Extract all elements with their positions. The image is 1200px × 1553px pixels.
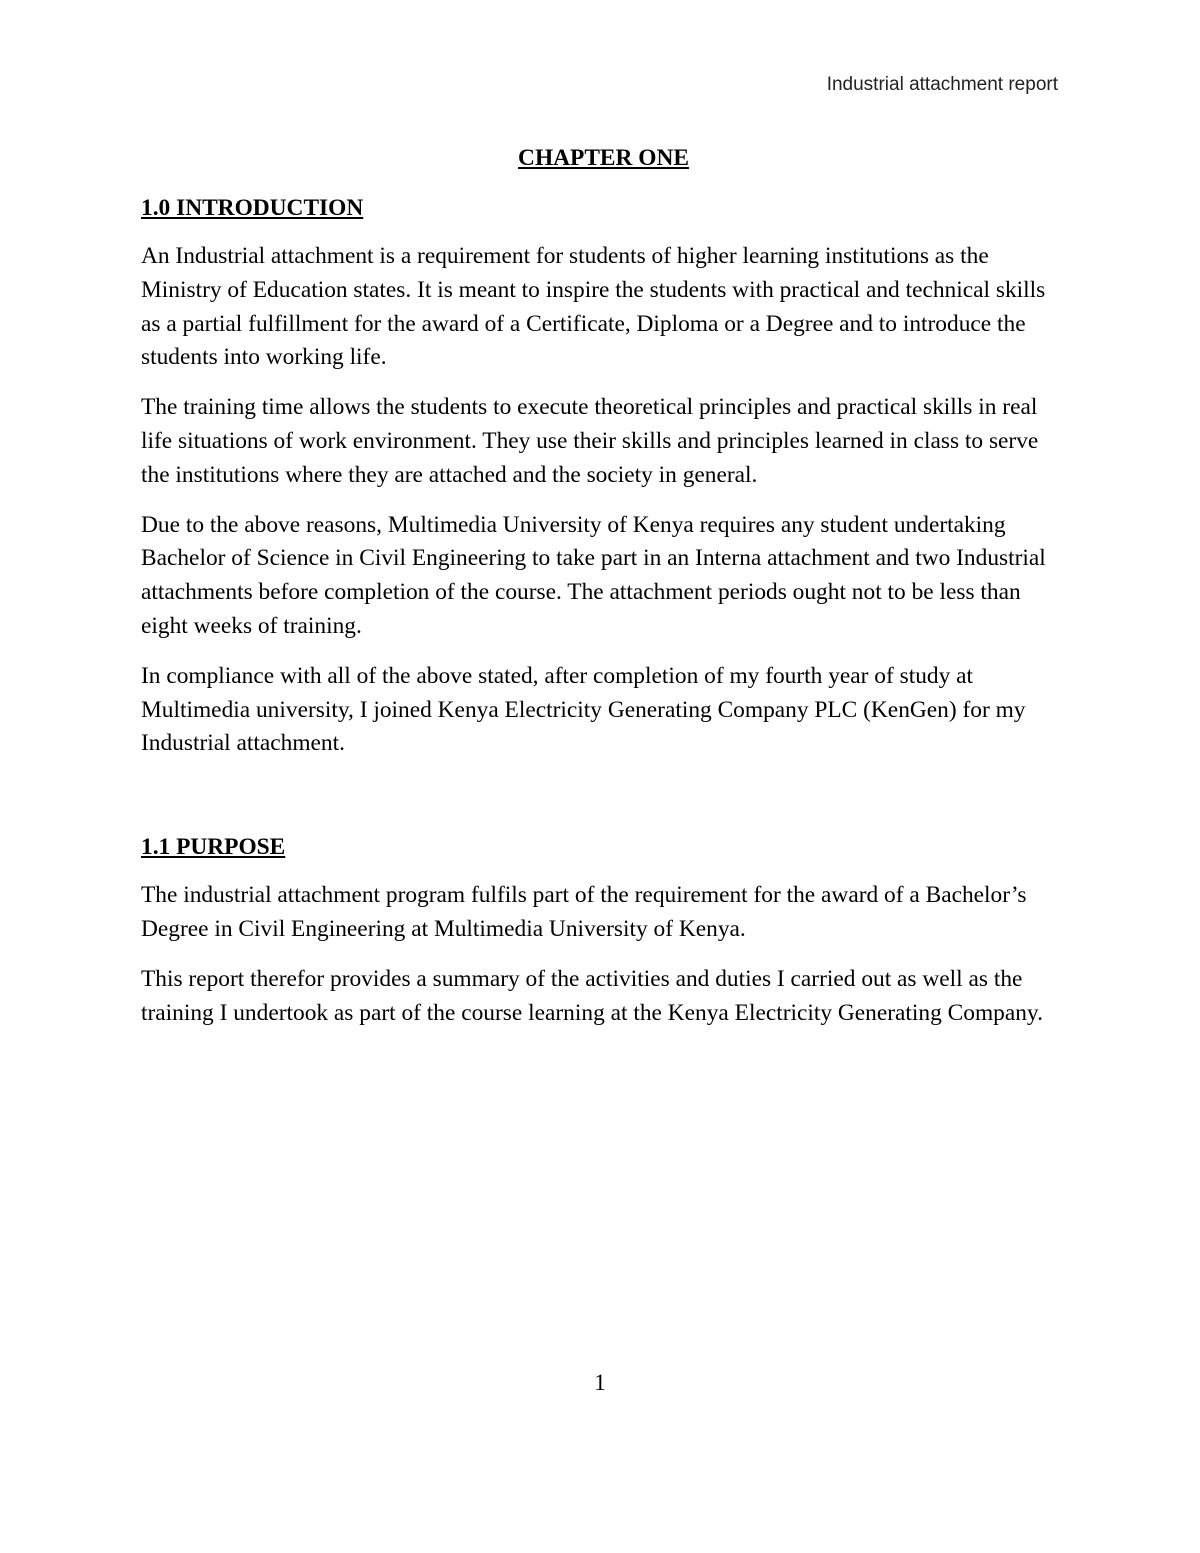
section-heading-purpose: 1.1 PURPOSE — [141, 834, 286, 861]
running-header: Industrial attachment report — [826, 74, 1058, 95]
section-heading-introduction: 1.0 INTRODUCTION — [141, 195, 364, 221]
intro-paragraph-4: In compliance with all of the above stated, after completion of my fourth year of study at Multimedia university, I joined Kenya Electricity Generating Company PLC (KenGen) for my Industrial attachment. — [141, 662, 1026, 757]
section-spacer — [141, 777, 1066, 829]
intro-paragraph-3: Due to the above reasons, Multimedia University of Kenya requires any student undertaking Bachelor of Science in Civil Engineering to take part in an Interna attachment and two Industrial attachments before completion of the course. The attachment periods ought not to be less than eight weeks of training. — [141, 511, 1046, 639]
purpose-paragraph-2: This report therefor provides a summary of the activities and duties I carried out as well as the training I undertook as part of the course learning at the Kenya Electricity Generating Company. — [141, 965, 1043, 1026]
purpose-paragraph-1: The industrial attachment program fulfils part of the requirement for the award of a Bachelor’s Degree in Civil Engineering at Multimedia University of Kenya. — [141, 882, 1027, 942]
intro-paragraph-1: An Industrial attachment is a requirement for students of higher learning institutions as the Ministry of Education states. It is meant to inspire the students with practical and technical skills as a partial fulfillment for the award of a Certificate, Diploma or a Degree and to introduce the students into working life. — [141, 243, 1046, 371]
chapter-title: CHAPTER ONE — [518, 145, 689, 171]
intro-paragraph-2: The training time allows the students to execute theoretical principles and practical skills in real life situations of work environment. They use their skills and principles learned in class to serve the institutions where they are attached and the society in general. — [141, 394, 1039, 488]
page-number: 1 — [594, 1370, 606, 1395]
page-content — [141, 140, 1066, 1046]
